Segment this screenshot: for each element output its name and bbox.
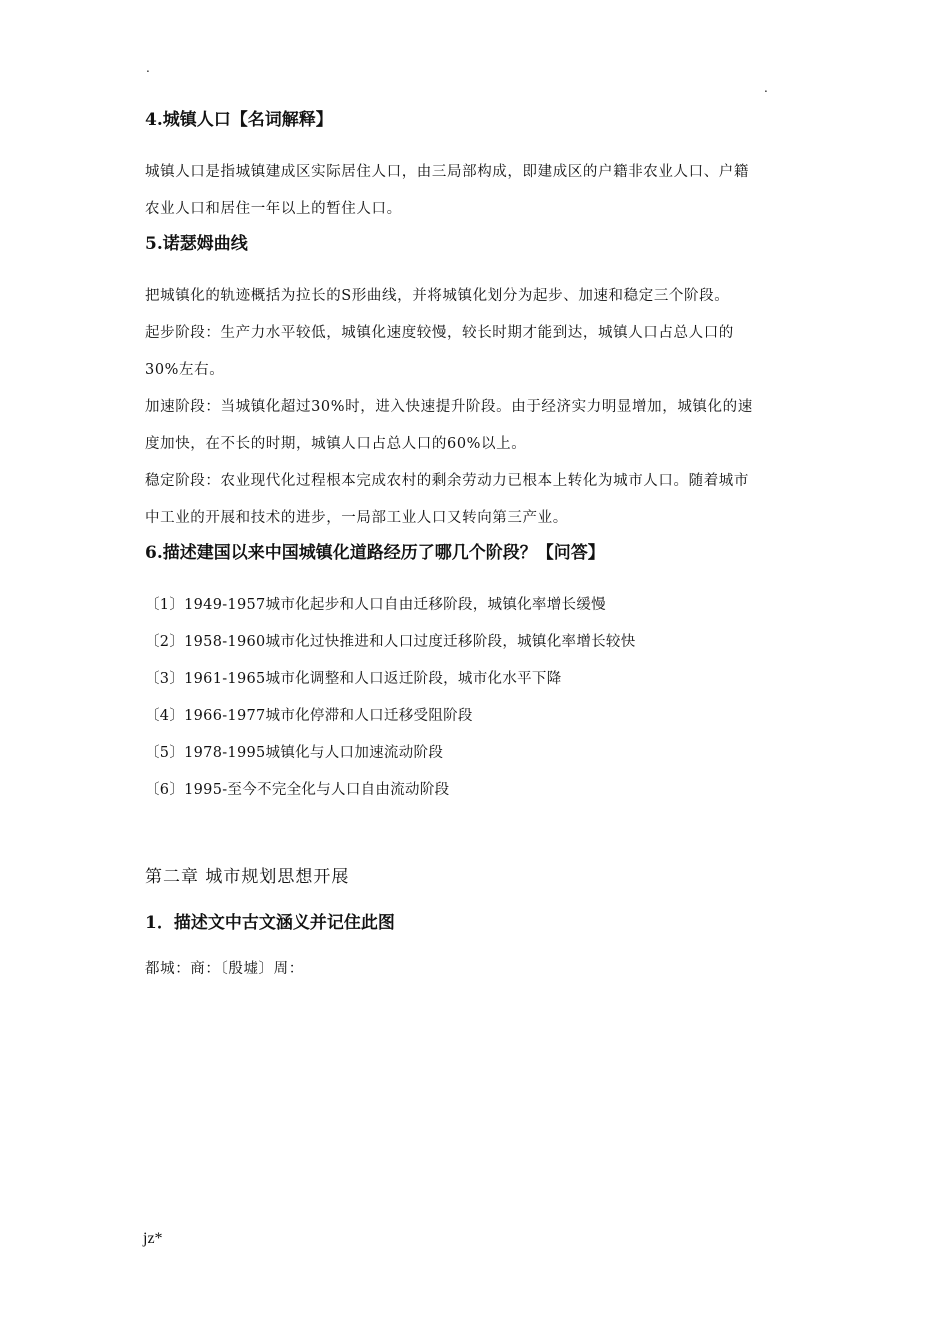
page-footer: jz* [143,1230,163,1247]
chapter-2-heading: 第二章 城市规划思想开展 [145,867,350,887]
stage-list-item: 〔3〕1961-1965城市化调整和人口返迁阶段，城市化水平下降 [145,671,562,687]
section-5-line: 加速阶段：当城镇化超过30%时，进入快速提升阶段。由于经济实力明显增加，城镇化的速 [145,399,753,415]
section-6-heading: 6.描述建国以来中国城镇化道路经历了哪几个阶段？【问答】 [145,543,605,563]
section-5-line: 30%左右。 [145,362,225,378]
section-4-line: 农业人口和居住一年以上的暂住人口。 [145,201,402,217]
question-1-heading: 1．描述文中古文涵义并记住此图 [145,913,395,933]
stage-list-item: 〔2〕1958-1960城市化过快推进和人口过度迁移阶段，城镇化率增长较快 [145,634,636,650]
stage-list-item: 〔6〕1995-至今不完全化与人口自由流动阶段 [145,782,450,798]
section-4-heading: 4.城镇人口【名词解释】 [145,110,333,130]
section-5-line: 把城镇化的轨迹概括为拉长的S形曲线，并将城镇化划分为起步、加速和稳定三个阶段。 [145,288,730,304]
section-5-heading: 5.诺瑟姆曲线 [145,234,248,254]
section-4-line: 城镇人口是指城镇建成区实际居住人口，由三局部构成，即建成区的户籍非农业人口、户籍 [145,164,749,180]
document-body [145,108,825,988]
stage-list-item: 〔4〕1966-1977城市化停滞和人口迁移受阻阶段 [145,708,473,724]
section-5-line: 度加快，在不长的时期，城镇人口占总人口的60%以上。 [145,436,527,452]
header-mark-left: . [146,61,150,75]
section-5-line: 中工业的开展和技术的进步，一局部工业人口又转向第三产业。 [145,510,568,526]
stage-list-item: 〔5〕1978-1995城镇化与人口加速流动阶段 [145,745,444,761]
section-5-line: 起步阶段：生产力水平较低，城镇化速度较慢，较长时期才能到达，城镇人口占总人口的 [145,325,734,341]
section-5-line: 稳定阶段：农业现代化过程根本完成农村的剩余劳动力已根本上转化为城市人口。随着城市 [145,473,749,489]
header-mark-right: . [764,81,768,95]
stage-list-item: 〔1〕1949-1957城市化起步和人口自由迁移阶段，城镇化率增长缓慢 [145,597,606,613]
capital-city-line: 都城：商：〔殷墟〕周： [145,961,304,977]
